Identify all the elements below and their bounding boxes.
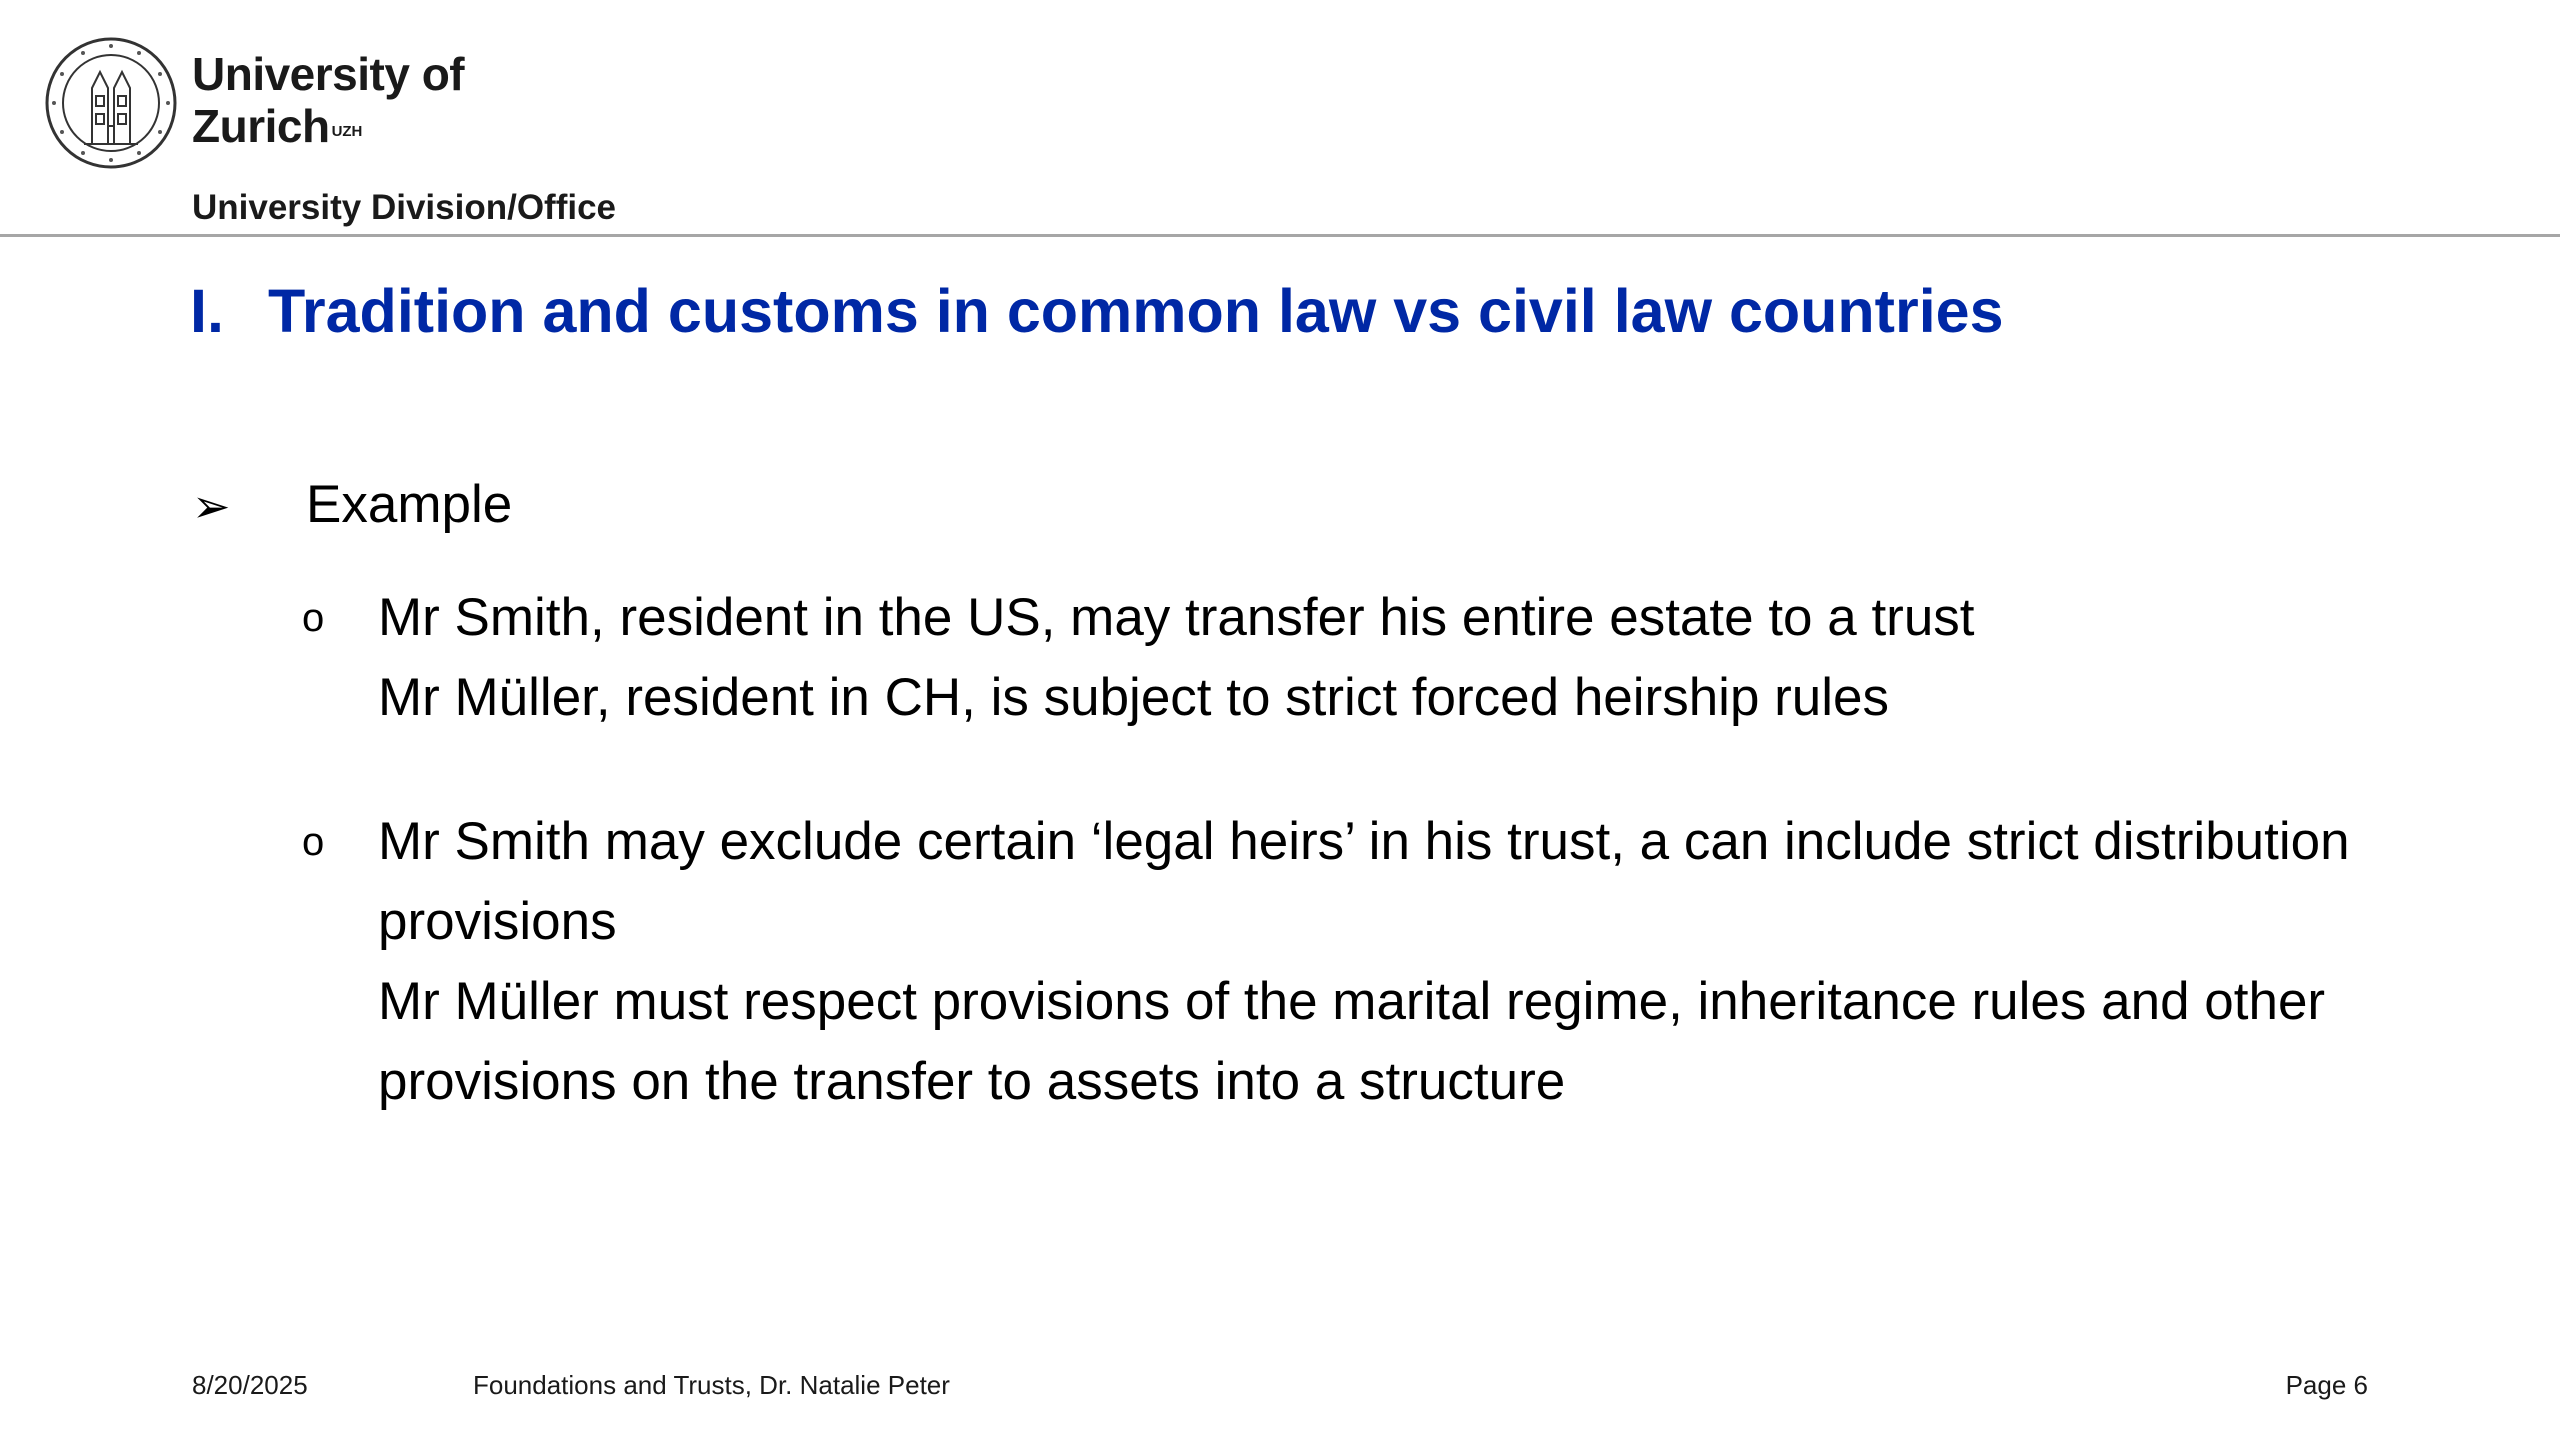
header-divider <box>0 234 2560 237</box>
hollow-circle-bullet-icon: o <box>302 596 325 640</box>
sub-bullet-line: Mr Smith may exclude certain ‘legal heirs’ in his trust, a can include strict distribution provisions <box>378 812 2350 951</box>
main-bullet <box>192 470 512 541</box>
university-name-line1: University of <box>192 48 465 100</box>
university-name-line2 <box>192 100 464 152</box>
university-abbrev: UZH <box>331 123 363 140</box>
footer-course-author: Foundations and Trusts, Dr. Natalie Peter <box>473 1370 950 1400</box>
sub-bullet-text <box>378 802 2422 1122</box>
footer-page-number: Page 6 <box>2285 1370 2368 1400</box>
arrowhead-bullet-icon: ➢ <box>192 480 231 532</box>
sub-bullet-item <box>302 578 2422 738</box>
division-label: University Division/Office <box>192 188 617 227</box>
sub-bullet-line: Mr Müller, resident in CH, is subject to strict forced heirship rules <box>378 668 1890 727</box>
slide-title-number: I. <box>190 277 224 345</box>
university-seal-icon <box>44 36 178 170</box>
footer-date: 8/20/2025 <box>192 1370 308 1400</box>
hollow-circle-bullet-icon: o <box>302 820 325 864</box>
sub-bullet-line: Mr Smith, resident in the US, may transfer his entire estate to a trust <box>378 588 1975 647</box>
sub-bullet-text <box>378 578 2422 738</box>
slide-title <box>190 276 2004 346</box>
university-name <box>192 48 464 152</box>
university-city: Zurich <box>192 100 330 152</box>
sub-bullet-item <box>302 802 2422 1122</box>
main-bullet-label: Example <box>306 475 513 534</box>
slide-title-text: Tradition and customs in common law vs civil law countries <box>268 277 2004 345</box>
sub-bullet-line: Mr Müller must respect provisions of the marital regime, inheritance rules and other provisions on the transfer to assets into a structure <box>378 972 2326 1111</box>
